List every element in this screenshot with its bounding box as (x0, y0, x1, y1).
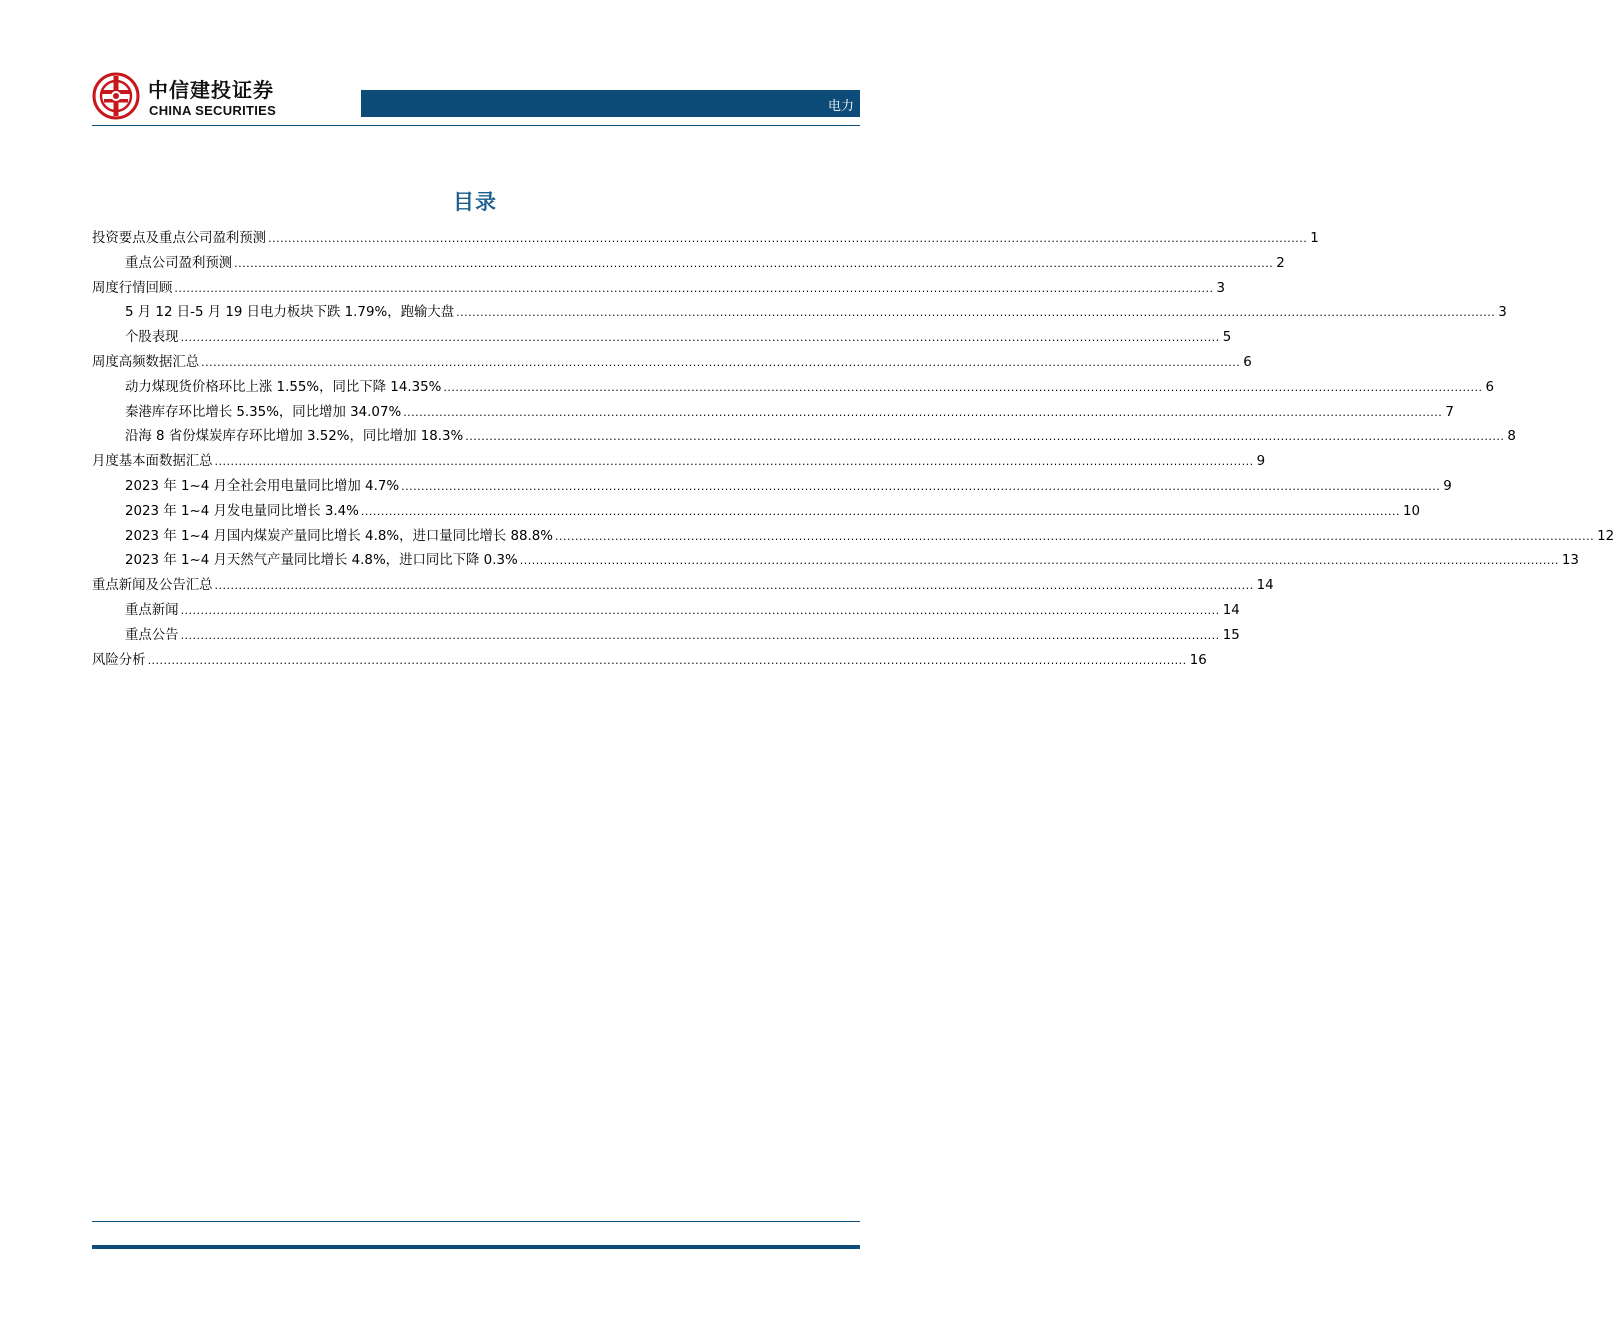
toc-leader-dots: .................................................................................................................................................................................................................................................................... (403, 405, 1443, 419)
toc-entry-page: 6 (1243, 354, 1252, 370)
toc-leader-dots: .................................................................................................................................................................................................................................................................... (456, 306, 1496, 320)
toc-entry-text: 2023 年 1~4 月天然气产量同比增长 4.8%，进口同比下降 0.3% (125, 553, 518, 569)
toc-entry-text: 周度高频数据汇总 (92, 354, 200, 370)
toc-entry-page: 9 (1443, 478, 1452, 494)
toc-entry[interactable] (92, 649, 1207, 674)
toc-leader-dots: .................................................................................................................................................................................................................................................................... (465, 430, 1505, 444)
toc-entry-text: 个股表现 (125, 330, 179, 346)
toc-leader-dots: .................................................................................................................................................................................................................................................................... (443, 380, 1483, 394)
toc-entry-page: 14 (1222, 602, 1240, 618)
toc-entry-page: 13 (1561, 553, 1579, 569)
brand-name-cn: 中信建投证券 (148, 78, 274, 102)
toc-title: 目录 (453, 190, 497, 214)
toc-entry[interactable] (92, 525, 1614, 550)
toc-entry[interactable] (92, 599, 1240, 624)
toc-entry[interactable] (92, 277, 1225, 302)
toc-entry[interactable] (92, 252, 1285, 277)
toc-entry-page: 7 (1445, 404, 1454, 420)
toc-leader-dots: .................................................................................................................................................................................................................................................................... (214, 579, 1254, 593)
toc-leader-dots: .................................................................................................................................................................................................................................................................... (180, 603, 1220, 617)
toc-entry-page: 2 (1276, 255, 1285, 271)
toc-entry-page: 9 (1256, 454, 1266, 470)
toc-leader-dots: .................................................................................................................................................................................................................................................................... (180, 331, 1220, 345)
toc-leader-dots: .................................................................................................................................................................................................................................................................... (214, 455, 1254, 469)
toc-entry[interactable] (92, 500, 1421, 525)
toc-entry-page: 14 (1256, 578, 1274, 594)
toc-entry-text: 月度基本面数据汇总 (92, 454, 213, 470)
toc-entry-text: 动力煤现货价格环比上涨 1.55%，同比下降 14.35% (125, 379, 442, 395)
toc-entry[interactable] (92, 376, 1495, 401)
toc-entry-page: 5 (1222, 330, 1232, 346)
toc-entry-text: 重点新闻及公告汇总 (92, 578, 213, 594)
toc-entry-text: 风险分析 (92, 652, 146, 668)
toc-entry-page: 3 (1498, 305, 1507, 321)
toc-entry[interactable] (92, 549, 1579, 574)
toc-leader-dots: .................................................................................................................................................................................................................................................................... (360, 504, 1401, 518)
toc-entry-page: 1 (1310, 231, 1319, 246)
toc-leader-dots: .................................................................................................................................................................................................................................................................... (268, 232, 1308, 245)
toc-leader-dots: .................................................................................................................................................................................................................................................................... (180, 628, 1220, 642)
toc-entry[interactable] (92, 227, 1319, 252)
toc-leader-dots: .................................................................................................................................................................................................................................................................... (401, 479, 1441, 493)
toc-entry[interactable] (92, 326, 1232, 351)
toc-leader-dots: .................................................................................................................................................................................................................................................................... (519, 554, 1559, 568)
toc-entry-page: 16 (1189, 652, 1207, 668)
toc-entry-text: 2023 年 1~4 月国内煤炭产量同比增长 4.8%，进口量同比增长 88.8% (125, 528, 553, 544)
toc-entry-text: 投资要点及重点公司盈利预测 (92, 231, 267, 246)
toc-entry-page: 6 (1485, 379, 1495, 395)
toc-leader-dots: .................................................................................................................................................................................................................................................................... (234, 256, 1274, 270)
toc-entry-text: 沿海 8 省份煤炭库存环比增加 3.52%，同比增加 18.3% (125, 429, 464, 445)
toc-entry[interactable] (92, 574, 1274, 599)
footer-divider-thin (92, 1221, 860, 1222)
toc-entry[interactable] (92, 401, 1454, 426)
page-header (92, 66, 860, 128)
toc-entry[interactable] (92, 351, 1252, 376)
china-securities-logo-icon (92, 72, 140, 120)
toc-leader-dots: .................................................................................................................................................................................................................................................................... (174, 281, 1214, 295)
toc-entry[interactable] (92, 425, 1516, 450)
toc-entry-text: 重点公告 (125, 627, 179, 643)
toc-entry-text: 重点新闻 (125, 602, 179, 618)
toc-entry[interactable] (92, 624, 1240, 649)
header-divider (92, 125, 860, 126)
toc-leader-dots: .................................................................................................................................................................................................................................................................... (201, 355, 1241, 369)
sector-label: 电力 (827, 99, 854, 114)
toc-entry-page: 10 (1403, 503, 1421, 519)
toc-entry-page: 8 (1507, 429, 1516, 445)
toc-entry-page: 3 (1216, 280, 1225, 296)
toc-entry-text: 2023 年 1~4 月全社会用电量同比增加 4.7% (125, 478, 400, 494)
footer-divider-thick (92, 1245, 860, 1249)
toc-entry[interactable] (92, 450, 1266, 475)
toc-entry-text: 秦港库存环比增长 5.35%，同比增加 34.07% (125, 404, 402, 420)
toc-entry[interactable] (92, 475, 1452, 500)
toc-entry-page: 12 (1597, 528, 1614, 544)
brand-name-en: CHINA SECURITIES (149, 103, 277, 118)
toc-leader-dots: .................................................................................................................................................................................................................................................................... (555, 529, 1595, 543)
toc-entry-text: 重点公司盈利预测 (125, 255, 233, 271)
toc-entry-page: 15 (1222, 627, 1240, 643)
sector-banner (361, 90, 860, 117)
toc-entry-text: 周度行情回顾 (92, 280, 173, 296)
toc-entry-text: 5 月 12 日-5 月 19 日电力板块下跌 1.79%，跑输大盘 (125, 305, 455, 321)
toc-entry-text: 2023 年 1~4 月发电量同比增长 3.4% (125, 503, 359, 519)
toc-entry[interactable] (92, 301, 1507, 326)
table-of-contents (92, 227, 1614, 673)
toc-leader-dots: .................................................................................................................................................................................................................................................................... (147, 653, 1187, 667)
